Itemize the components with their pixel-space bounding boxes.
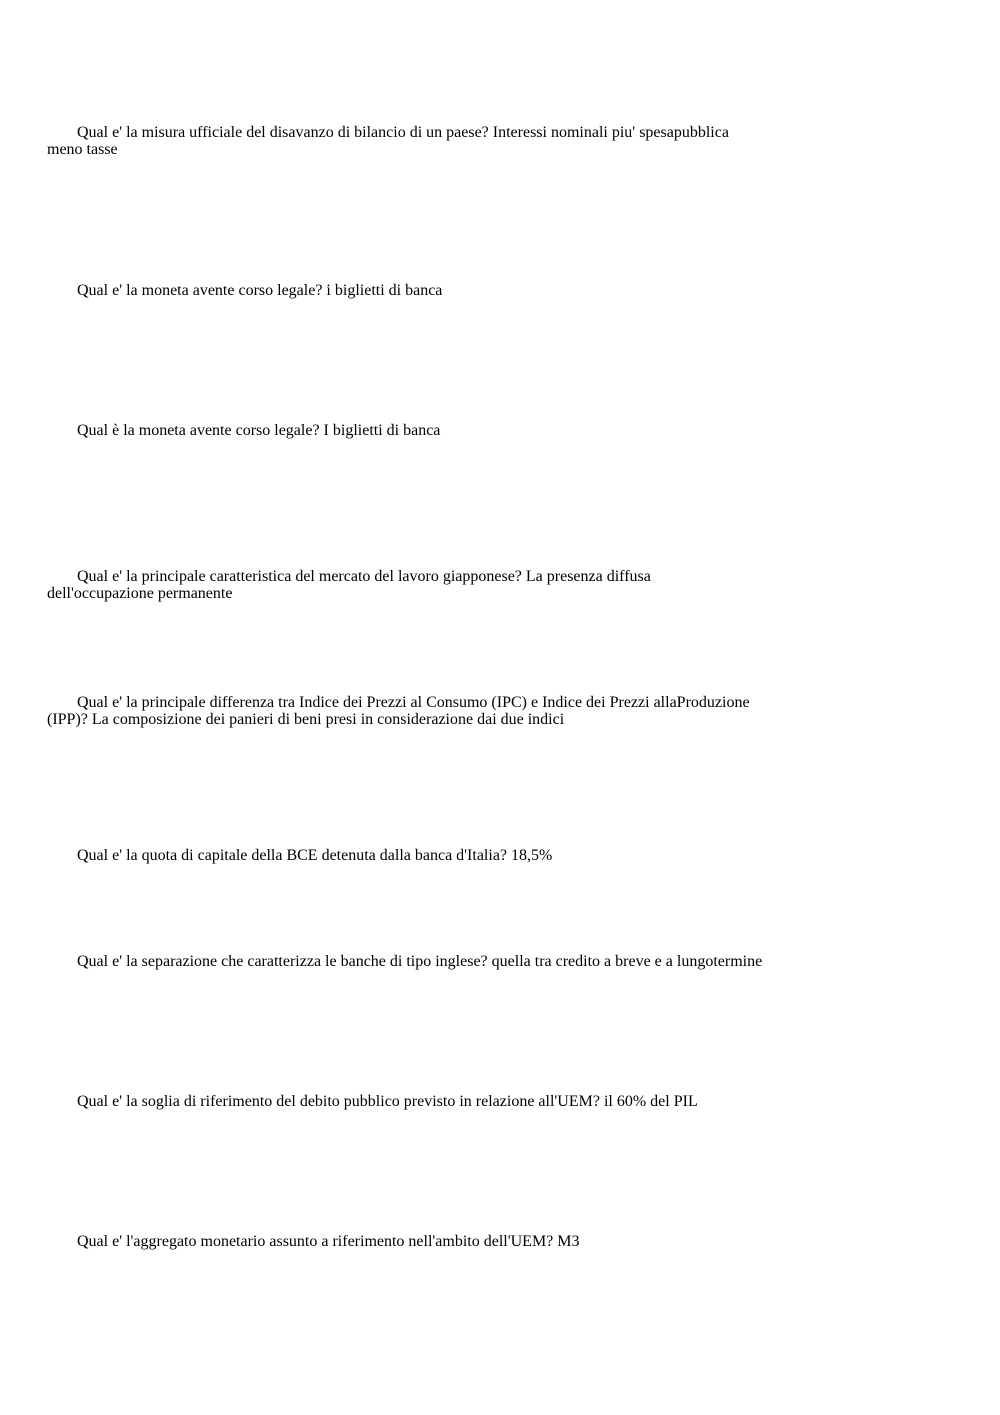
qa-entry-quota-bce: Qual e' la quota di capitale della BCE detenuta dalla banca d'Italia? 18,5% (77, 847, 553, 864)
qa-entry-aggregato-monetario: Qual e' l'aggregato monetario assunto a riferimento nell'ambito dell'UEM? M3 (77, 1233, 580, 1250)
qa-entry-moneta-corso-legale-2: Qual è la moneta avente corso legale? I biglietti di banca (77, 422, 441, 439)
qa-entry-debito-pubblico: Qual e' la soglia di riferimento del debito pubblico previsto in relazione all'UEM? il 60% del PIL (77, 1093, 698, 1110)
qa-entry-disavanzo: Qual e' la misura ufficiale del disavanzo di bilancio di un paese? Interessi nominali piu' spesapubblica meno tasse (47, 124, 729, 158)
qa-entry-ipc-ipp: Qual e' la principale differenza tra Indice dei Prezzi al Consumo (IPC) e Indice dei Prezzi allaProduzione (IPP)? La composizione dei panieri di beni presi in considerazione dai due indici (47, 694, 750, 728)
qa-entry-moneta-corso-legale-1: Qual e' la moneta avente corso legale? i biglietti di banca (77, 282, 443, 299)
qa-entry-mercato-lavoro-giapponese: Qual e' la principale caratteristica del mercato del lavoro giapponese? La presenza diffusa dell'occupazione permanente (47, 568, 651, 602)
qa-entry-banche-inglesi: Qual e' la separazione che caratterizza le banche di tipo inglese? quella tra credito a breve e a lungotermine (77, 953, 763, 970)
